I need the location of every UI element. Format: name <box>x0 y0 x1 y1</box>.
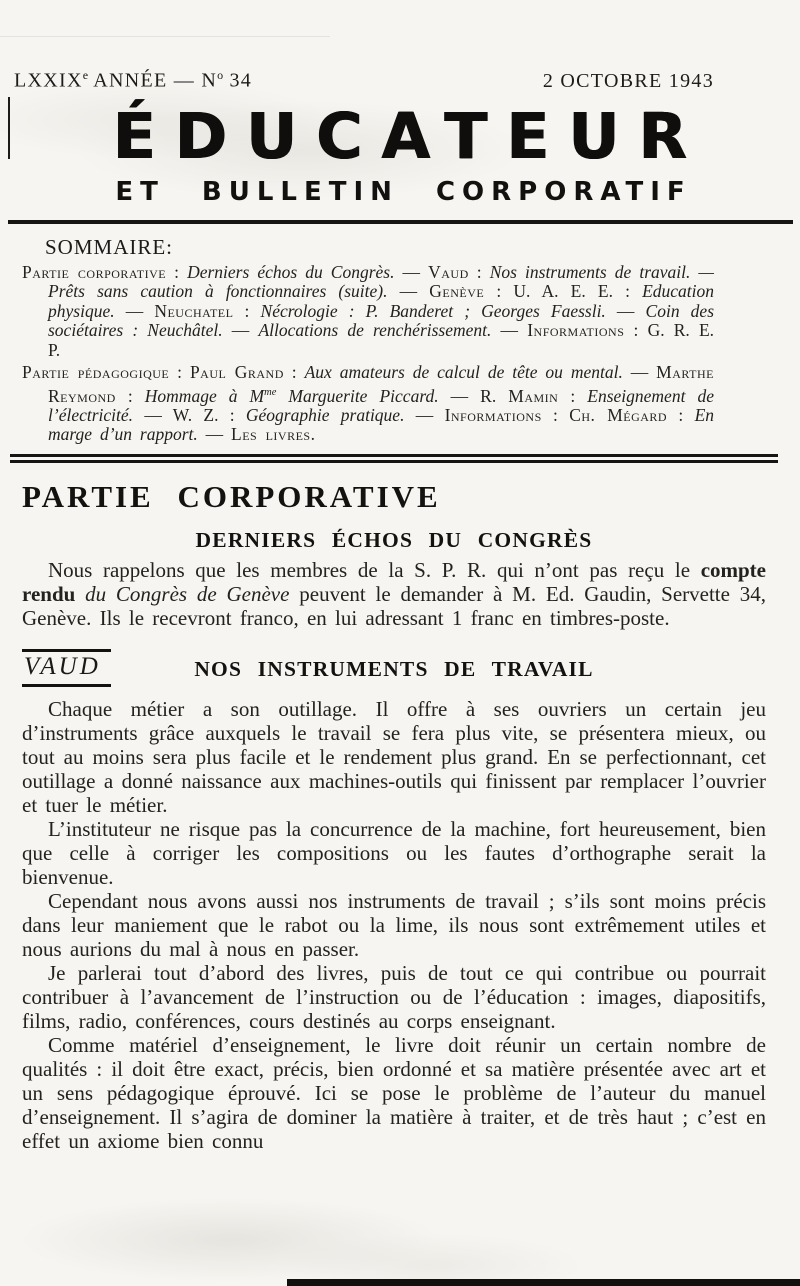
region-label-vaud: VAUD <box>22 649 111 687</box>
summary-label: SOMMAIRE: <box>45 234 174 259</box>
body-paragraph-2: L’instituteur ne risque pas la concurrence de la machine, fort heureusement, bien que celle à corriger les compositions ou les fautes d’orthographe serait la bienvenue. <box>22 816 766 889</box>
summary-section <box>22 235 714 445</box>
scan-artifact-bottom-bar <box>287 1279 800 1286</box>
scan-artifact-left-line <box>8 97 10 159</box>
summary-divider-line-top <box>10 454 778 457</box>
section-title-corporative: PARTIE CORPORATIVE <box>22 478 441 514</box>
article-title-instruments: NOS INSTRUMENTS DE TRAVAIL <box>194 656 594 681</box>
body-paragraph-1: Chaque métier a son outillage. Il offre à ses ouvriers un certain jeu d’instruments grâce auxquels le travail se fera plus vite, se présentera mieux, ou tout au moins sera plus facile et le rendement plus grand. En se perfectionnant, cet outillage a donné naissance aux machines-outils qui finissent par remplacer l’ouvrier et tuer le métier. <box>22 696 766 817</box>
body-paragraph-4: Je parlerai tout d’abord des livres, puis de tout ce qui contribue ou pourrait contribuer à l’avancement de l’instruction ou de l’éducation : images, diapositifs, films, radio, conférences, cours destinés au corps enseignant. <box>22 960 766 1033</box>
vaud-heading-row <box>22 649 766 691</box>
summary-paragraph-pedagogique: Partie pédagogique : Paul Grand : Aux amateurs de calcul de tête ou mental. — Marthe Reymond : Hommage à $M^{me}$ Marguerite Piccard. — R. Mamin : Enseignement de l’électricité. — W. Z. : Géographie pratique. — Informations : Ch. Mégard : En marge d’un rapport. — Les livres. <box>22 362 715 445</box>
masthead <box>0 68 800 206</box>
issue-date: 2 OCTOBRE 1943 <box>542 69 714 92</box>
journal-subtitle: ET BULLETIN CORPORATIF <box>115 176 692 207</box>
body-paragraph-3: Cependant nous avons aussi nos instruments de travail ; s’ils sont moins précis dans leur maniement que le rabot ou la lime, ils nous sont extrêmement utiles et nous aurions du mal à nous en passer. <box>22 888 766 961</box>
summary-paragraph-corporative: Partie corporative : Derniers échos du Congrès. — Vaud : Nos instruments de travail. — Prêts sans caution à fonctionnaires (suite). — Genève : U. A. E. E. : Education physique. — Neuchatel : Nécrologie : P. Banderet ; Georges Faessli. — Coin des sociétaires : Neuchâtel. — Allocations de renchérissement. — Informations : G. R. E. P. <box>22 261 715 360</box>
summary-divider <box>10 454 778 463</box>
issue-number: LXXIXe ANNÉE — $N^o$ 34 <box>14 68 253 92</box>
journal-title: ÉDUCATEUR <box>112 99 707 173</box>
masthead-issue-row <box>14 68 714 93</box>
article-paragraph-congres: Nous rappelons que les membres de la S. P. R. qui n’ont pas reçu le compte rendu du Congrès de Genève peuvent le demander à M. Ed. Gaudin, Servette 34, Genève. Ils le recevront franco, en lui adressant 1 franc en timbres-poste. <box>22 557 766 630</box>
article-body <box>22 480 766 1153</box>
masthead-rule <box>8 220 793 224</box>
scan-artifact-top-line <box>0 36 330 37</box>
body-paragraph-5: Comme matériel d’enseignement, le livre doit réunir un certain nombre de qualités : il doit être exact, précis, bien ordonné et sa matière présentée avec art et un sens pédagogique éprouvé. Ici se pose le problème de l’auteur du manuel d’enseignement. Il s’agira de dominer la matière à traiter, et de très haut ; c’est en effet un axiome bien connu <box>22 1032 766 1153</box>
summary-divider-line-bottom <box>10 460 778 463</box>
article-title-congres: DERNIERS ÉCHOS DU CONGRÈS <box>195 527 593 552</box>
